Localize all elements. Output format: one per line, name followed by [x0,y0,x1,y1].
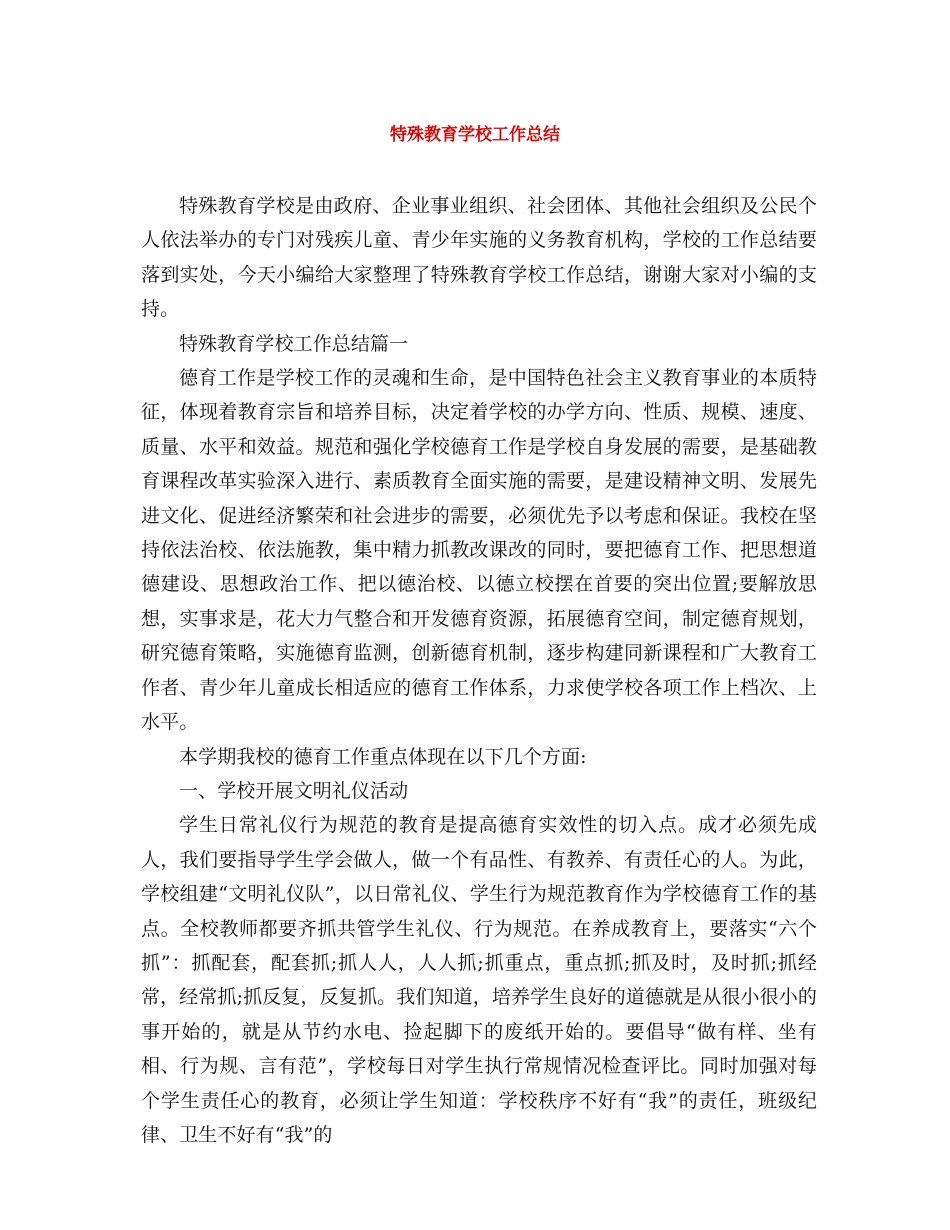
subheading-etiquette-activities: 一、学校开展文明礼仪活动 [179,779,409,802]
semester-focus-line: 本学期我校的德育工作重点体现在以下几个方面: [179,745,587,768]
intro-paragraph: 特殊教育学校是由政府、企业事业组织、社会团体、其他社会组织及公民个人依法举办的专门对残疾儿童、青少年实施的义务教育机构，学校的工作总结要落到实处，今天小编给大家整理了特殊教育学校工作总结，谢谢大家对小编的支持。 [141,195,817,321]
document-body [141,189,817,1152]
etiquette-paragraph: 学生日常礼仪行为规范的教育是提高德育实效性的切入点。成才必须先成人，我们要指导学生学会做人，做一个有品性、有教养、有责任心的人。为此，学校组建“文明礼仪队”，以日常礼仪、学生行为规范教育作为学校德育工作的基点。全校教师都要齐抓共管学生礼仪、行为规范。在养成教育上，要落实“六个抓”：抓配套，配套抓;抓人人，人人抓;抓重点，重点抓;抓及时，及时抓;抓经常，经常抓;抓反复，反复抓。我们知道，培养学生良好的道德就是从很小很小的事开始的，就是从节约水电、捡起脚下的废纸开始的。要倡导“做有样、坐有相、行为规、言有范”，学校每日对学生执行常规情况检查评比。同时加强对每个学生责任心的教育，必须让学生知道：学校秩序不好有“我”的责任，班级纪律、卫生不好有“我”的 [141,814,817,1146]
section-heading-part-one: 特殊教育学校工作总结篇一 [179,332,409,355]
moral-education-paragraph: 德育工作是学校工作的灵魂和生命，是中国特色社会主义教育事业的本质特征，体现着教育宗旨和培养目标，决定着学校的办学方向、性质、规模、速度、质量、水平和效益。规范和强化学校德育工作是学校自身发展的需要，是基础教育课程改革实验深入进行、素质教育全面实施的需要，是建设精神文明、发展先进文化、促进经济繁荣和社会进步的需要，必须优先予以考虑和保证。我校在坚持依法治校、依法施教，集中精力抓教改课改的同时，要把德育工作、把思想道德建设、思想政治工作、把以德治校、以德立校摆在首要的突出位置;要解放思想，实事求是，花大力气整合和开发德育资源，拓展德育空间，制定德育规划，研究德育策略，实施德育监测，创新德育机制，逐步构建同新课程和广大教育工作者、青少年儿童成长相适应的德育工作体系，力求使学校各项工作上档次、上水平。 [141,367,817,734]
document-title: 特殊教育学校工作总结 [390,125,560,145]
